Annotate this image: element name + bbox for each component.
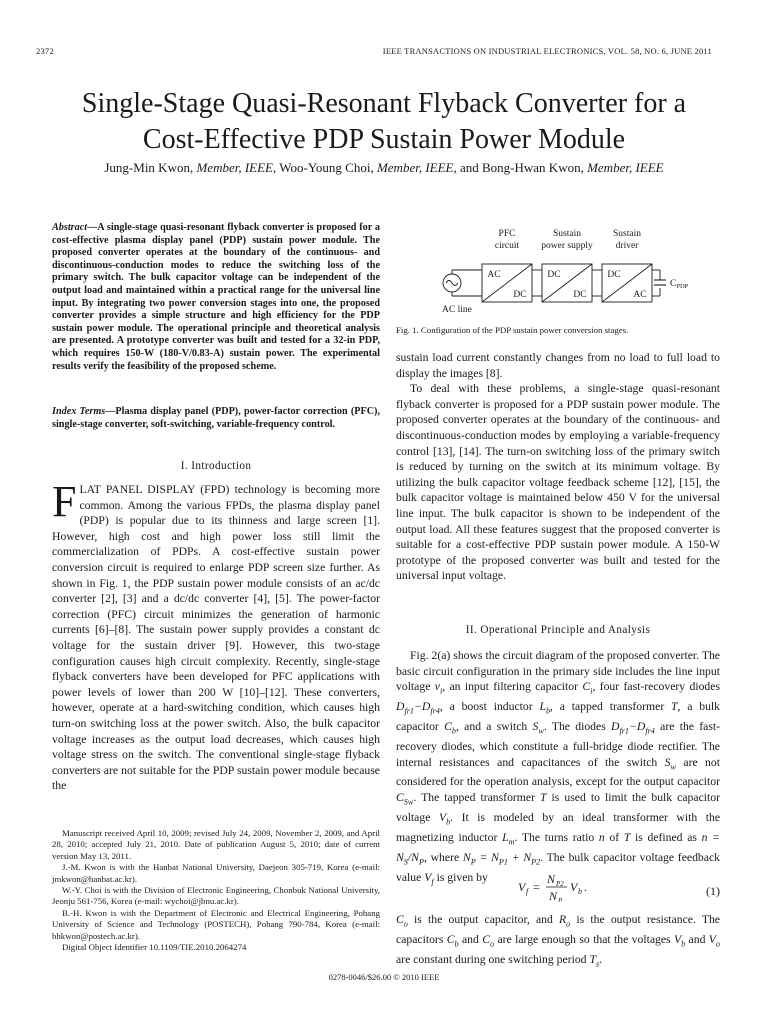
capacitor-label-main: C — [670, 279, 677, 289]
footnote-author-1: J.-M. Kwon is with the Hanbat National University, Daejeon 305-719, Korea (e-mail: jmkwon@hanbat.ac.kr). — [52, 862, 380, 884]
svg-text:f: f — [526, 887, 529, 896]
svg-text:N: N — [549, 889, 558, 902]
capacitor-icon — [654, 280, 666, 285]
paragraph-proposal: To deal with these problems, a single-stage quasi-resonant flyback converter is proposed for a PDP sustain power module. The proposed converter operates at the boundary of the continuous- and discontinuous-conduction modes by employing a variable-frequency control [13], [14]. The turn-on switching loss of the primary switch is reduced by turning on the switch at its minimum voltage. By utilizing the bulk capacitor voltage feedback scheme [12], [15], the bulk capacitor voltage is maintained below 450 V for the universal line input. The bulk capacitor is shown to be independent of the output load. All these features suggest that the proposed converter is suitable for a cost-effective PDP sustain power module. A 150-W prototype of the proposed converter was built and tested for the universal input voltage. — [396, 382, 720, 583]
paragraph-capacitors: $C_o$ is the output capacitor, and $R_o$ is the output resistance. The capacitors $C_b$ and $C_o$ are large enough so that the voltages $V_b$ and $V_o$ are constant during one switching period $T_s$. — [396, 913, 721, 969]
paper-title — [20, 86, 748, 158]
svg-text:b: b — [578, 887, 582, 896]
block-1-input: AC — [487, 270, 501, 280]
block-2-input: DC — [547, 270, 561, 280]
author-3-membership: Member, IEEE — [587, 160, 664, 175]
drop-cap: F — [52, 477, 77, 526]
abstract — [52, 222, 380, 373]
svg-text:P: P — [558, 897, 563, 902]
author-2-membership: Member, IEEE — [376, 160, 454, 175]
page-number: 2372 — [36, 46, 54, 56]
block-2-title-b: power supply — [541, 241, 593, 251]
svg-text:P2: P2 — [556, 880, 564, 888]
abstract-text: —A single-stage quasi-resonant flyback converter is proposed for a cost-effective plasma display panel (PDP) sustain power module. The proposed converter operates at the boundary of the continuous- and discontinuous-conduction modes to reduce the switching loss of the primary switch. The bulk capacitor voltage can be independent of the output load and maintained within a practical range for the universal line input. By integrating two power conversion stages into one, the proposed converter provides a simple structure and high efficiency for the PDP sustain power module. The operational principle and theoretical analysis are presented. A prototype converter was built and tested for a 32-in PDP, which requires 150-W (180-V/0.83-A) sustain power. The experimental results verify the feasibility of the proposed scheme. — [52, 222, 380, 372]
figure-1-caption: Fig. 1. Configuration of the PDP sustain power conversion stages. — [396, 325, 629, 335]
author-2: , Woo-Young Choi, — [273, 160, 377, 175]
svg-text:=: = — [533, 880, 540, 894]
svg-text:.: . — [584, 880, 587, 894]
introduction-text — [52, 477, 380, 794]
section-1-heading: I. Introduction — [180, 460, 252, 472]
author-list — [20, 160, 748, 176]
equation-1-body — [516, 872, 606, 902]
svg-text:V: V — [518, 880, 526, 894]
footnote-author-2: W.-Y. Choi is with the Division of Electronic Engineering, Chonbuk National University, Jeonju 561-756, Korea (e-mail: wychoi@jbnu.ac.kr). — [52, 885, 380, 907]
footnote-author-3: B.-H. Kwon is with the Department of Electronic and Electrical Engineering, Pohang University of Science and Technology (POSTECH), Pohang 790-784, Korea (e-mail: bhkwon@postech.ac.kr). — [52, 907, 380, 941]
svg-text:N: N — [547, 872, 556, 886]
block-1-title-a: PFC — [498, 229, 516, 239]
block-3-title-b: driver — [615, 241, 639, 251]
introduction-body: LAT PANEL DISPLAY (FPD) technology is becoming more common. Among the various FPDs, the plasma display panel (PDP) is popular due to its thinness and large screen [1]. However, high cost and high power loss still limit the commercialization of PDPs. A cost-effective sustain power conversion circuit is required to enlarge PDP screen size further. As shown in Fig. 1, the PDP sustain power module consists of an ac/dc converter [2], [3] and a dc/dc converter [4], [5]. The power-factor correction (PFC) circuit minimizes the generation of harmonic currents [6]–[8]. The sustain power supply provides a constant dc voltage for the sustain driver [9]. However, this two-stage configuration causes high circuit complexity. Recently, single-stage flyback converters have been developed for PFC applications with power levels of lower than 200 W [10]–[12]. These converters, however, operate at a hard-switching condition, which causes high turn-on switching loss at the power switch. Also, the bulk capacitor voltage increases as the output load decreases, which causes high voltage stress on the switch. The conventional single-stage flyback converters are not suitable for the PDP sustain power module because the — [52, 483, 380, 793]
right-column-bottom-text — [396, 912, 720, 972]
author-3: , and Bong-Hwan Kwon, — [453, 160, 588, 175]
equation-number: (1) — [706, 884, 720, 898]
block-2-title-a: Sustain — [553, 229, 581, 239]
ac-line-label: AC line — [442, 305, 472, 315]
index-terms — [52, 406, 380, 431]
figure-1-diagram — [414, 226, 704, 326]
author-1: Jung-Min Kwon, — [104, 160, 197, 175]
block-1-output: DC — [513, 290, 527, 300]
paragraph-continuation: sustain load current constantly changes from no load to full load to display the images [8]. — [396, 351, 720, 380]
block-2-output: DC — [573, 290, 587, 300]
title-line-2: Cost-Effective PDP Sustain Power Module — [142, 124, 626, 155]
equation-1 — [396, 872, 720, 902]
capacitor-label-sub: PDP — [676, 283, 689, 290]
section-2-paragraph: Fig. 2(a) shows the circuit diagram of the proposed converter. The basic circuit configuration in the primary side includes the line input voltage $v_i$, an input filtering capacitor $C_i$, four fast-recovery diodes $D_{fr1}-D_{fr4}$, a boost inductor $L_b$, a tapped transformer T, a bulk capacitor $C_b$, and a switch $S_w$. The diodes $D_{fr1}-D_{fr4}$ are the fast-recovery diodes, which constitute a full-bridge diode rectifier. The internal resistances and capacitances of the switch $S_w$ are not considered for the operation analysis, except for the output capacitor $C_{Sw}$. The tapped transformer T is used to limit the bulk capacitor voltage $V_b$. It is modeled by an ideal transformer with the magnetizing inductor $L_m$. The turns ratio n of T is defined as $n = N_S/N_P$, where $N_P = N_{P1} + N_{P2}$. The bulk capacitor voltage feedback value $V_f$ is given by — [396, 649, 721, 887]
capacitor-label — [670, 279, 689, 290]
title-line-1: Single-Stage Quasi-Resonant Flyback Converter for a — [81, 88, 687, 119]
block-3-input: DC — [607, 270, 621, 280]
copyright-footer: 0278-0046/$26.00 © 2010 IEEE — [328, 972, 440, 982]
svg-text:V: V — [570, 880, 578, 894]
block-1-title-b: circuit — [494, 241, 520, 251]
right-column-intro-continued — [396, 350, 720, 584]
journal-header: IEEE TRANSACTIONS ON INDUSTRIAL ELECTRONICS, VOL. 58, NO. 6, JUNE 2011 — [382, 46, 712, 56]
section-2-heading: II. Operational Principle and Analysis — [465, 624, 651, 636]
abstract-label: Abstract — [52, 222, 88, 233]
section-2-text — [396, 648, 720, 890]
footnote-doi: Digital Object Identifier 10.1109/TIE.2010.2064274 — [62, 942, 247, 953]
author-1-membership: Member, IEEE — [196, 160, 273, 175]
index-terms-text: —Plasma display panel (PDP), power-factor correction (PFC), single-stage converter, soft-switching, variable-frequency control. — [52, 406, 380, 430]
index-terms-label: Index Terms — [52, 406, 106, 417]
footnotes — [52, 828, 380, 953]
ac-source-icon — [443, 270, 482, 296]
block-3-output: AC — [633, 290, 647, 300]
footnote-manuscript: Manuscript received April 10, 2009; revised July 24, 2009, November 2, 2009, and April 28, 2010; accepted July 21, 2010. Date of publication August 5, 2010; date of current version May 13, 2011. — [52, 828, 380, 861]
block-3-title-a: Sustain — [613, 229, 641, 239]
